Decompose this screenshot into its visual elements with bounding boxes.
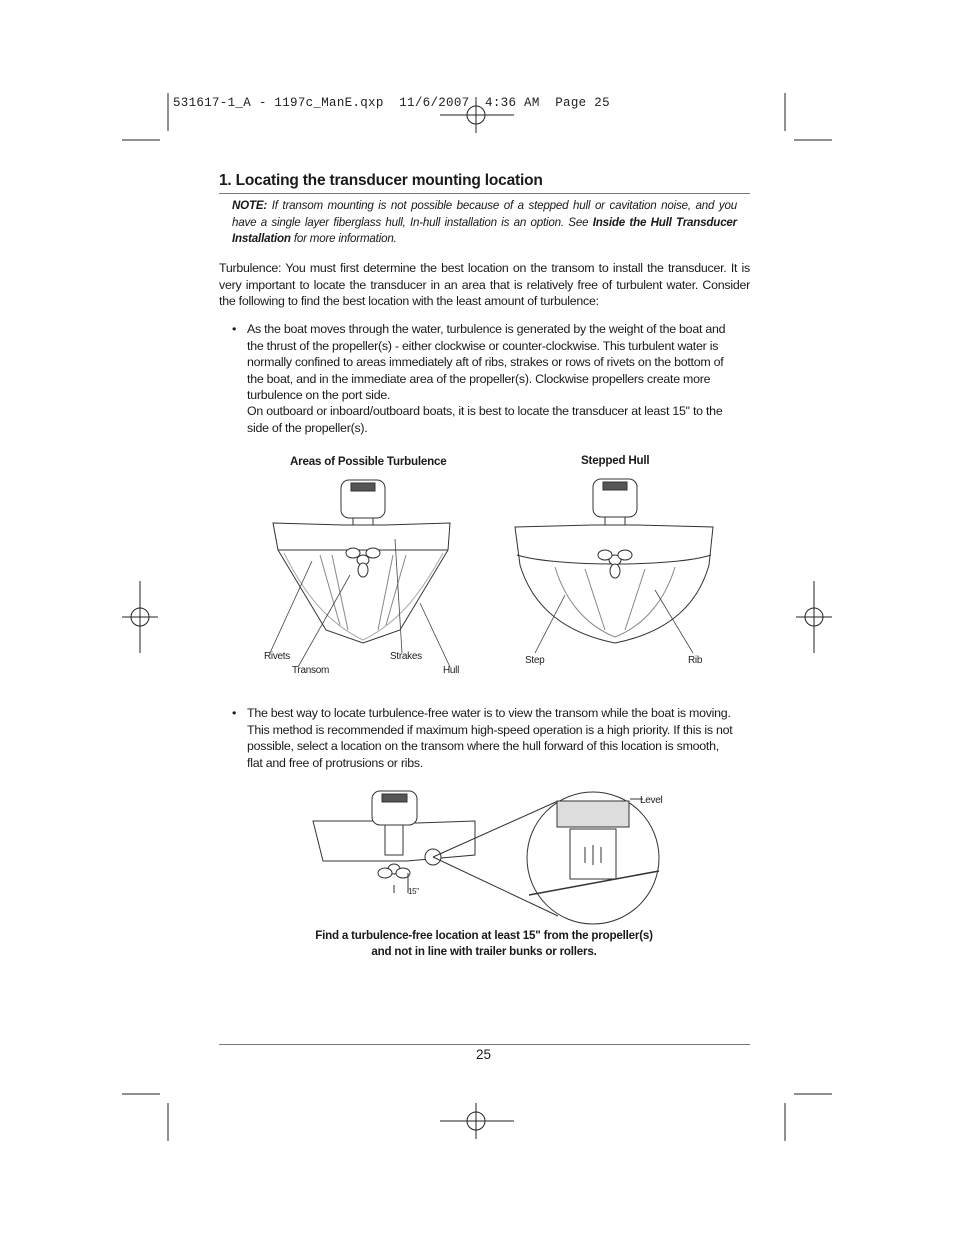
rivets-callout: Rivets xyxy=(264,651,290,662)
step-callout: Step xyxy=(525,655,545,666)
bullet-text: On outboard or inboard/outboard boats, it is best to locate the transducer at least 15" to the side of the propeller(s). xyxy=(247,404,723,435)
note-text-before: If transom mounting is not possible because of a stepped hull or cavitation noise, and you have a single layer fiberglass hull, In-hull installation is an option. See xyxy=(232,199,737,229)
turbulence-paragraph xyxy=(219,260,750,310)
hull-callout: Hull xyxy=(443,665,460,676)
bullet-text: As the boat moves through the water, turbulence is generated by the weight of the boat and the thrust of the propeller(s) - either clockwise or counter-clockwise. This turbulent water is normally confined to areas immediately aft of ribs, strakes or rows of rivets on the bottom of the boat, and in the immediate area of the propeller(s). Clockwise propellers create more turbulence on the port side. xyxy=(247,322,726,403)
bullet-item xyxy=(232,321,737,404)
bullet-dot: • xyxy=(232,322,237,336)
note-paragraph xyxy=(232,198,737,248)
transom-callout: Transom xyxy=(292,665,329,676)
bullet-item xyxy=(232,705,737,771)
figure-caption xyxy=(274,928,694,960)
print-slug: 531617-1_A - 1197c_ManE.qxp 11/6/2007 4:36 AM Page 25 xyxy=(173,96,610,110)
level-callout: Level xyxy=(640,795,663,806)
bullet-text: The best way to locate turbulence-free water is to view the transom while the boat is moving. This method is recommended if maximum high-speed operation is a high priority. If this is not possible, select a location on the transom where the hull forward of this location is smooth, flat and free of protrusions or ribs. xyxy=(247,706,733,770)
footer-rule xyxy=(219,1044,750,1045)
stepped-hull-illustration xyxy=(505,475,725,675)
note-text-after: for more information. xyxy=(293,232,397,245)
distance-callout: 15" xyxy=(408,887,419,896)
stepped-figure-title: Stepped Hull xyxy=(581,454,650,467)
note-link: Inside the Hull Transducer Installation xyxy=(232,215,737,245)
rib-callout: Rib xyxy=(688,655,703,666)
section-title: 1. Locating the transducer mounting location xyxy=(219,171,750,194)
turbulence-figure-title: Areas of Possible Turbulence xyxy=(290,455,447,468)
note-label: NOTE: xyxy=(232,199,268,212)
page-number: 25 xyxy=(476,1047,492,1062)
bullet-dot: • xyxy=(232,706,237,720)
turbulence-text: You must first determine the best location on the transom to install the transducer. It is very important to locate the transducer in an area that is relatively free of turbulent water. Consider the following to find the best location with the least amount of turbulence: xyxy=(219,261,750,309)
caption-line-2: and not in line with trailer bunks or rollers. xyxy=(371,945,597,958)
transducer-location-illustration xyxy=(305,785,665,930)
bullet-continuation xyxy=(232,403,737,436)
turbulence-label: Turbulence: xyxy=(219,261,282,275)
caption-line-1: Find a turbulence-free location at least 15" from the propeller(s) xyxy=(315,929,653,942)
strakes-callout: Strakes xyxy=(390,651,422,662)
